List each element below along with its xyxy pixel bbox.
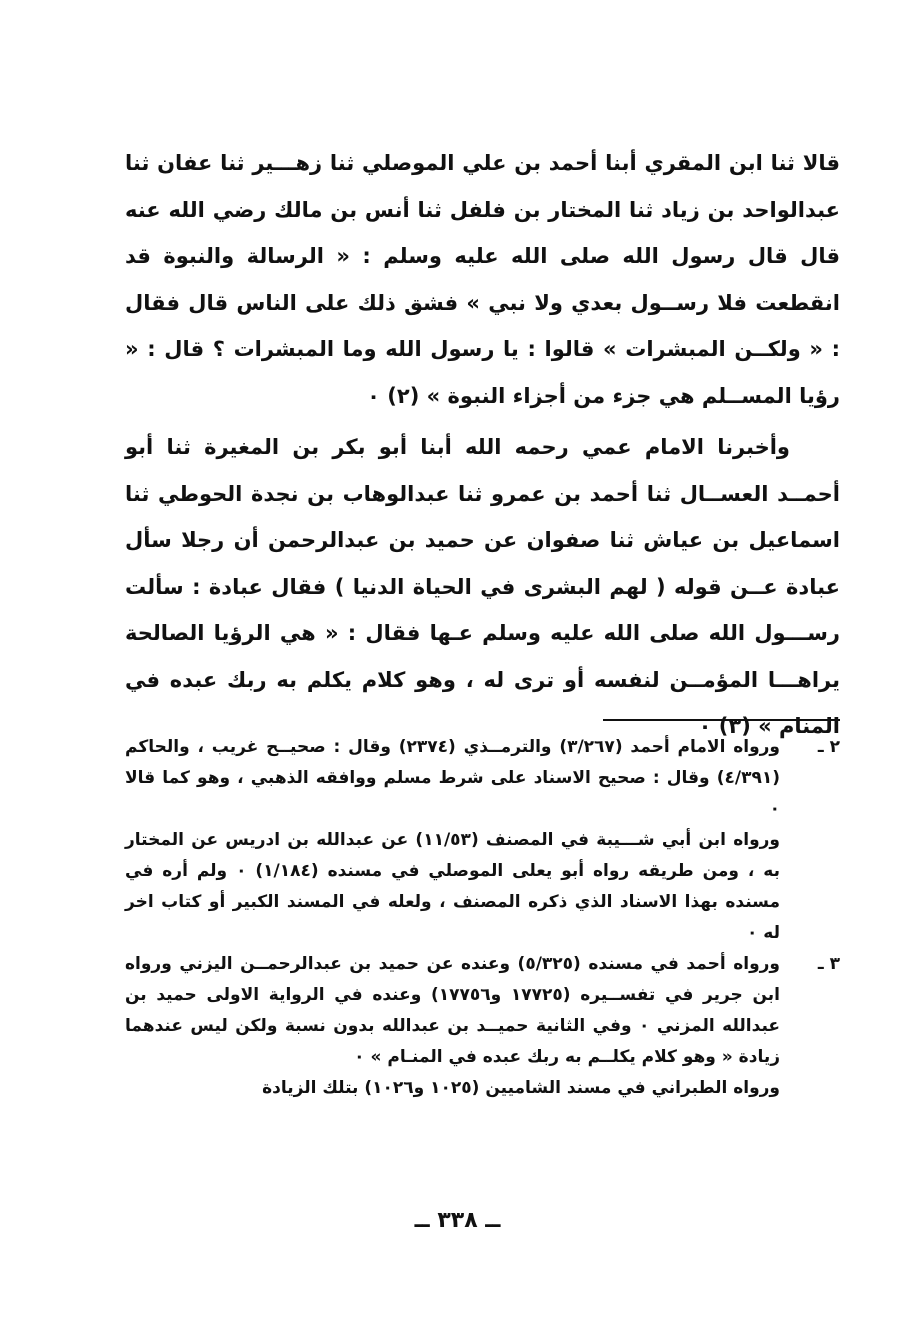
footnote-text: ورواه الطبراني في مسند الشاميين (١٠٢٥ و١٠٢٦) بتلك الزيادة bbox=[262, 1078, 780, 1098]
paragraph-2: وأخبرنا الامام عمي رحمه الله أبنا أبو بكر بن المغيرة ثنا أبو أحمــد العســال ثنا أحمد بن عمرو ثنا عبدالوهاب بن نجدة الحوطي ثنا اسماعيل بن عياش ثنا صفوان عن حميد بن عبدالرحمن أن رجلا سأل عبادة عــن قوله ( لهم البشرى في الحياة الدنيا ) فقال عبادة : سألت رســـول الله صلى الله عليه وسلم عـها فقال : « هي الرؤيا الصالحة يراهـــا المؤمــن لنفسه أو ترى له ، وهو كلام يكلم به ربك عبده في المنام » (٣) ٠ bbox=[125, 435, 840, 738]
footnote-text: ورواه ابن أبي شـــيبة في المصنف (١١/٥٣) عن عبدالله بن ادريس عن المختار به ، ومن طريقه رواه أبو يعلى الموصلي في مسنده (١/١٨٤) ٠ ولم أره في مسنده بهذا الاسناد الذي ذكره المصنف ، ولعله في المسند الكبير أو كتاب اخر له ٠ bbox=[125, 830, 780, 943]
footnote-text: ورواه أحمد في مسنده (٥/٣٢٥) وعنده عن حميد بن عبدالرحمــن اليزني ورواه ابن جرير في تفســيره (١٧٧٢٥ و١٧٧٥٦) وعنده في الرواية الاولى حميد بن عبدالله المزني ٠ وفي الثانية حميــد بن عبدالله بدون نسبة ولكن ليس عندهما زيادة « وهو كلام يكلــم به ربك عبده في المنـام » ٠ bbox=[125, 954, 780, 1067]
paragraph-1: قالا ثنا ابن المقري أبنا أحمد بن علي الموصلي ثنا زهـــير ثنا عفان ثنا عبدالواحد بن زياد ثنا المختار بن فلفل ثنا أنس بن مالك رضي الله عنه قال قال رسول الله صلى الله عليه وسلم : « الرسالة والنبوة قد انقطعت فلا رســول بعدي ولا نبي » فشق ذلك على الناس قال فقال : « ولكــن المبشرات » قالوا : يا رسول الله وما المبشرات ؟ قال : « رؤيا المســلم هي جزء من أجزاء النبوة » (٢) ٠ bbox=[125, 151, 840, 408]
footnote-3 bbox=[125, 949, 840, 1104]
main-text bbox=[125, 140, 840, 750]
footnotes bbox=[125, 732, 840, 1104]
footnote-number: ٢ ـ bbox=[817, 737, 840, 757]
footnote-2 bbox=[125, 732, 840, 949]
footnote-separator bbox=[603, 719, 840, 721]
footnote-text: ورواه الامام أحمد (٣/٢٦٧) والترمــذي (٢٣٧٤) وقال : صحيــح غريب ، والحاكم (٤/٣٩١) وقال : صحيح الاسناد على شرط مسلم ووافقه الذهبي ، وهو كما قالا ٠ bbox=[125, 737, 781, 819]
page-number: ــ ٣٣٨ ــ bbox=[414, 1208, 501, 1233]
footnote-number: ٣ ـ bbox=[817, 954, 840, 974]
